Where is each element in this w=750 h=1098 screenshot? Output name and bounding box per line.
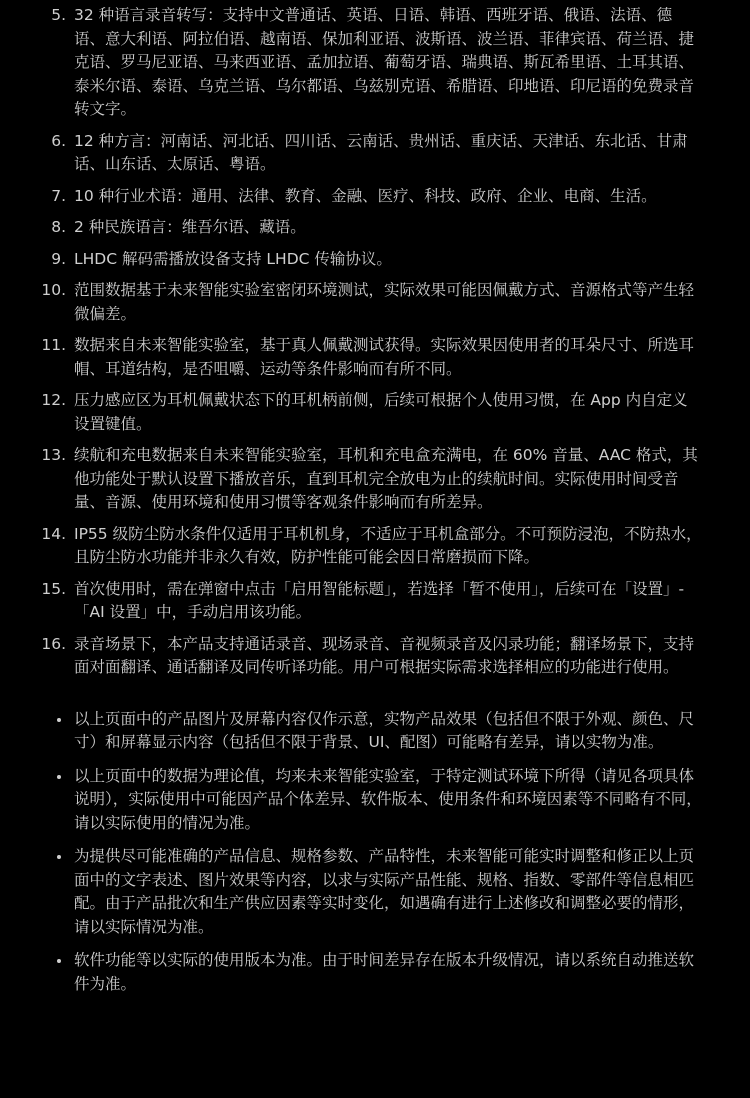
note-text: 数据来自未来智能实验室，基于真人佩戴测试获得。实际效果因使用者的耳朵尺寸、所选耳帽、耳道结构，是否咀嚼、运动等条件影响而有所不同。 xyxy=(74,336,695,378)
note-item xyxy=(0,248,750,272)
note-text: 范围数据基于未来智能实验室密闭环境测试，实际效果可能因佩戴方式、音源格式等产生轻微偏差。 xyxy=(74,281,695,323)
note-text: 续航和充电数据来自未来智能实验室，耳机和充电盒充满电，在 60% 音量、AAC 格式，其他功能处于默认设置下播放音乐，直到耳机完全放电为止的续航时间。实际使用时间受音量、音源、使用环境和使用习惯等客观条件影响而有所差异。 xyxy=(74,446,698,511)
note-number: 8. xyxy=(51,218,66,236)
note-number: 7. xyxy=(51,186,66,205)
note-number: 5. xyxy=(51,6,66,24)
note-item xyxy=(0,130,750,177)
bullet-dot-icon xyxy=(57,718,61,722)
note-item xyxy=(0,185,750,209)
note-item xyxy=(0,633,750,680)
note-number: 11. xyxy=(41,336,66,354)
note-item xyxy=(0,279,750,326)
note-number: 14. xyxy=(41,524,66,543)
disclaimer-item xyxy=(0,949,750,996)
note-text: 2 种民族语言：维吾尔语、藏语。 xyxy=(74,218,306,236)
bullet-dot-icon xyxy=(57,775,61,779)
note-text: 12 种方言：河南话、河北话、四川话、云南话、贵州话、重庆话、天津话、东北话、甘肃话、山东话、太原话、粤语。 xyxy=(74,131,688,173)
disclaimer-item xyxy=(0,845,750,939)
note-item xyxy=(0,523,750,570)
note-number: 16. xyxy=(41,634,66,653)
note-number: 12. xyxy=(41,391,66,409)
note-number: 15. xyxy=(41,579,66,598)
bullet-dot-icon xyxy=(57,959,61,963)
disclaimer-text: 以上页面中的数据为理论值，均来未来智能实验室，于特定测试环境下所得（请见各项具体说明），实际使用中可能因产品个体差异、软件版本、使用条件和环境因素等不同略有不同，请以实际使用的情况为准。 xyxy=(74,766,702,832)
note-item xyxy=(0,444,750,515)
note-item xyxy=(0,4,750,122)
note-number: 10. xyxy=(41,281,66,299)
note-text: 压力感应区为耳机佩戴状态下的耳机柄前侧，后续可根据个人使用习惯，在 App 内自定义设置键值。 xyxy=(74,391,688,433)
note-item xyxy=(0,334,750,381)
note-number: 6. xyxy=(51,131,66,150)
disclaimer-item xyxy=(0,765,750,836)
disclaimer-item xyxy=(0,708,750,755)
disclaimer-text: 软件功能等以实际的使用版本为准。由于时间差异存在版本升级情况，请以系统自动推送软件为准。 xyxy=(74,951,695,993)
note-text: LHDC 解码需播放设备支持 LHDC 传输协议。 xyxy=(74,249,392,268)
note-text: 10 种行业术语：通用、法律、教育、金融、医疗、科技、政府、企业、电商、生活。 xyxy=(74,186,657,205)
disclaimer-list xyxy=(0,708,750,997)
disclaimer-text: 为提供尽可能准确的产品信息、规格参数、产品特性，未来智能可能实时调整和修正以上页面中的文字表述、图片效果等内容，以求与实际产品性能、规格、指数、零部件等信息相匹配。由于产品批次和生产供应因素等实时变化，如遇确有进行上述修改和调整必要的情形，请以实际情况为准。 xyxy=(74,847,695,936)
bullet-dot-icon xyxy=(57,855,61,859)
note-item xyxy=(0,578,750,625)
note-number: 9. xyxy=(51,249,66,268)
note-text: 32 种语言录音转写：支持中文普通话、英语、日语、韩语、西班牙语、俄语、法语、德语、意大利语、阿拉伯语、越南语、保加利亚语、波斯语、波兰语、菲律宾语、荷兰语、捷克语、罗马尼亚语、马来西亚语、孟加拉语、葡萄牙语、瑞典语、斯瓦希里语、土耳其语、泰米尔语、泰语、乌克兰语、乌尔都语、乌兹别克语、希腊语、印地语、印尼语的免费录音转文字。 xyxy=(74,6,695,118)
note-item xyxy=(0,389,750,436)
note-text: 录音场景下，本产品支持通话录音、现场录音、音视频录音及闪录功能；翻译场景下，支持面对面翻译、通话翻译及同传听译功能。用户可根据实际需求选择相应的功能进行使用。 xyxy=(74,634,695,676)
note-text: IP55 级防尘防水条件仅适用于耳机机身，不适应于耳机盒部分。不可预防浸泡，不防热水，且防尘防水功能并非永久有效，防护性能可能会因日常磨损而下降。 xyxy=(74,524,702,566)
note-item xyxy=(0,216,750,240)
note-number: 13. xyxy=(41,446,66,464)
disclaimer-text: 以上页面中的产品图片及屏幕内容仅作示意，实物产品效果（包括但不限于外观、颜色、尺寸）和屏幕显示内容（包括但不限于背景、UI、配图）可能略有差异，请以实物为准。 xyxy=(74,709,695,751)
note-text: 首次使用时，需在弹窗中点击「启用智能标题」，若选择「暂不使用」，后续可在「设置」-「AI 设置」中，手动启用该功能。 xyxy=(74,579,685,621)
